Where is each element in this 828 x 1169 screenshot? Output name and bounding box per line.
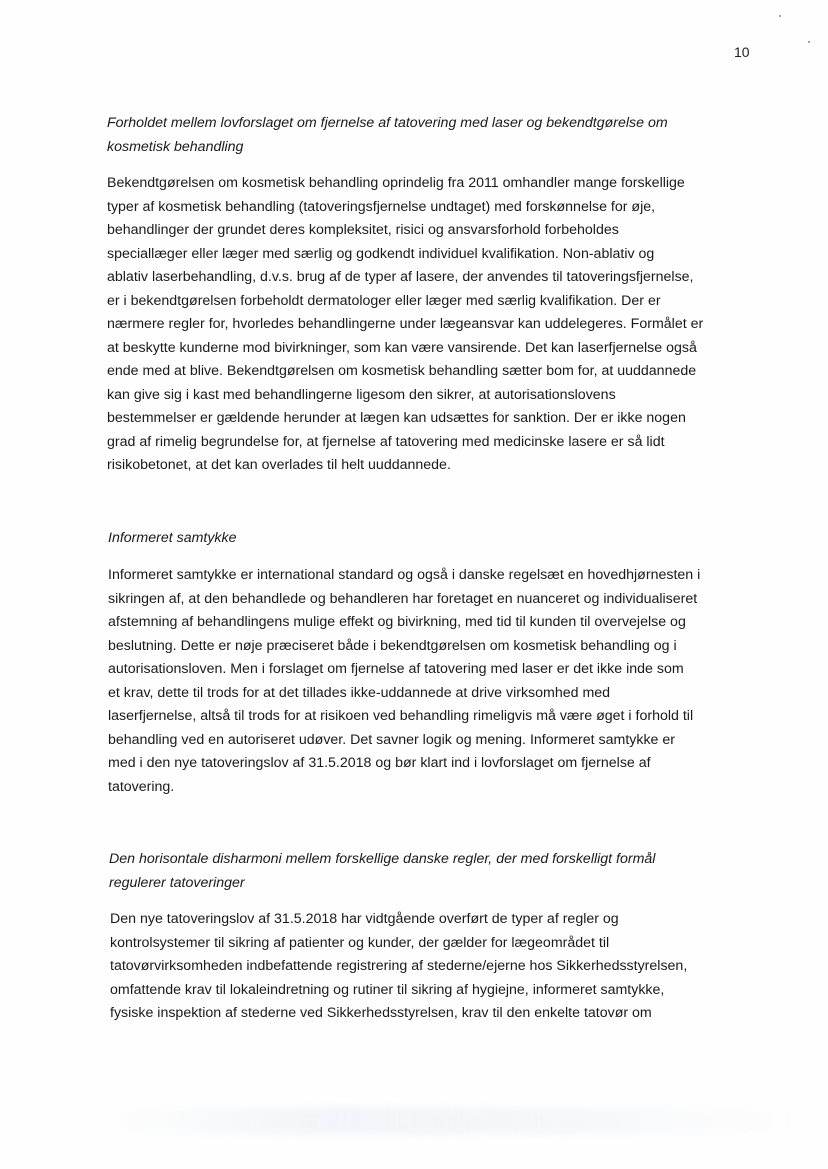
paragraph-line: speciallæger eller læger med særlig og godkendt individuel kvalifikation. Non-ablativ og [107,245,655,262]
heading-line: Den horisontale disharmoni mellem forskellige danske regler, der med forskelligt formål [109,851,656,867]
paragraph-line: behandlinger der grundet deres kompleksitet, risici og ansvarsforhold forbeholdes [107,222,619,238]
paragraph-line: risikobetonet, at det kan overlades til helt uuddannede. [107,457,451,473]
paragraph-line: omfattende krav til lokaleindretning og rutiner til sikring af hygiejne, informeret samtykke, [110,981,665,998]
paragraph-line: laserfjernelse, altså til trods for at risikoen ved behandling rimeligvis må være øget i forhold til [108,708,694,724]
scan-bleed-through [104,1108,804,1134]
paragraph-line: Informeret samtykke er international standard og også i danske regelsæt en hovedhjørnesten i [108,567,701,583]
paragraph-line: bestemmelser er gældende herunder at lægen kan udsættes for sanktion. Der er ikke nogen [107,410,686,426]
paragraph-line: kan give sig i kast med behandlingerne ligesom den sikrer, at autorisationslovens [107,386,616,403]
paragraph-line: sikringen af, at den behandlede og behandleren har foretaget en nuanceret og individualiseret [108,590,698,607]
paragraph-line: afstemning af behandlingens mulige effekt og bivirkning, med tid til kunden til overvejelse og [108,614,686,630]
paragraph-line: kontrolsystemer til sikring af patienter og kunder, der gælder for lægeområdet til [110,934,610,951]
paragraph-line: beslutning. Dette er nøje præciseret både i bekendtgørelsen om kosmetisk behandling og i [108,637,677,654]
paragraph-line: tatovørvirksomheden indbefattende registrering af stederne/ejerne hos Sikkerhedsstyrelsen, [110,958,688,974]
paragraph-line: Den nye tatoveringslov af 31.5.2018 har vidtgående overført de typer af regler og [110,911,619,927]
paragraph-line: typer af kosmetisk behandling (tatoveringsfjernelse undtaget) med forskønnelse for øje, [107,198,656,215]
paragraph-line: med i den nye tatoveringslov af 31.5.2018 og bør klart ind i lovforslaget om fjernelse af [108,755,651,771]
paragraph-line: behandling ved en autoriseret udøver. Det savner logik og mening. Informeret samtykke er [108,731,676,748]
paragraph-line: nærmere regler for, hvorledes behandlingerne under lægeansvar kan uddelegeres. Formålet er [107,316,704,332]
section-heading-1 [107,112,668,159]
section-paragraph-3 [110,908,687,1026]
page-number: 10 [734,44,750,60]
section-heading-2 [108,527,237,551]
paragraph-line: Bekendtgørelsen om kosmetisk behandling oprindelig fra 2011 omhandler mange forskellige [107,175,685,191]
paragraph-line: ende med at blive. Bekendtgørelsen om kosmetisk behandling sætter bom for, at uuddannede [107,363,697,379]
heading-line: Forholdet mellem lovforslaget om fjernelse af tatovering med laser og bekendtgørelse om [107,115,668,131]
paragraph-line: fysiske inspektion af stederne ved Sikkerhedsstyrelsen, krav til den enkelte tatovør om [110,1005,652,1021]
paragraph-line: et krav, dette til trods for at det tillades ikke-uddannede at drive virksomhed med [108,684,611,701]
section-paragraph-1 [107,172,703,478]
paragraph-line: tatovering. [108,778,175,795]
heading-line: kosmetisk behandling [107,138,244,155]
paragraph-line: er i bekendtgørelsen forbeholdt dermatologer eller læger med særlig kvalifikation. Der er [107,292,661,309]
scan-speck [808,41,810,43]
paragraph-line: ablativ laserbehandling, d.v.s. brug af de typer af lasere, der anvendes til tatoveringsfjernelse, [107,269,694,285]
paragraph-line: grad af rimelig begrundelse for, at fjernelse af tatovering med medicinske lasere er så lidt [107,433,665,450]
paragraph-line: at beskytte kunderne mod bivirkninger, som kan være vansirende. Det kan laserfjernelse også [107,339,697,356]
paragraph-line: autorisationsloven. Men i forslaget om fjernelse af tatovering med laser er det ikke inde som [108,661,684,677]
scan-speck [779,15,781,17]
heading-line: regulerer tatoveringer [109,874,245,891]
heading-line: Informeret samtykke [108,530,237,546]
section-heading-3 [109,848,655,895]
section-paragraph-2 [108,564,700,799]
